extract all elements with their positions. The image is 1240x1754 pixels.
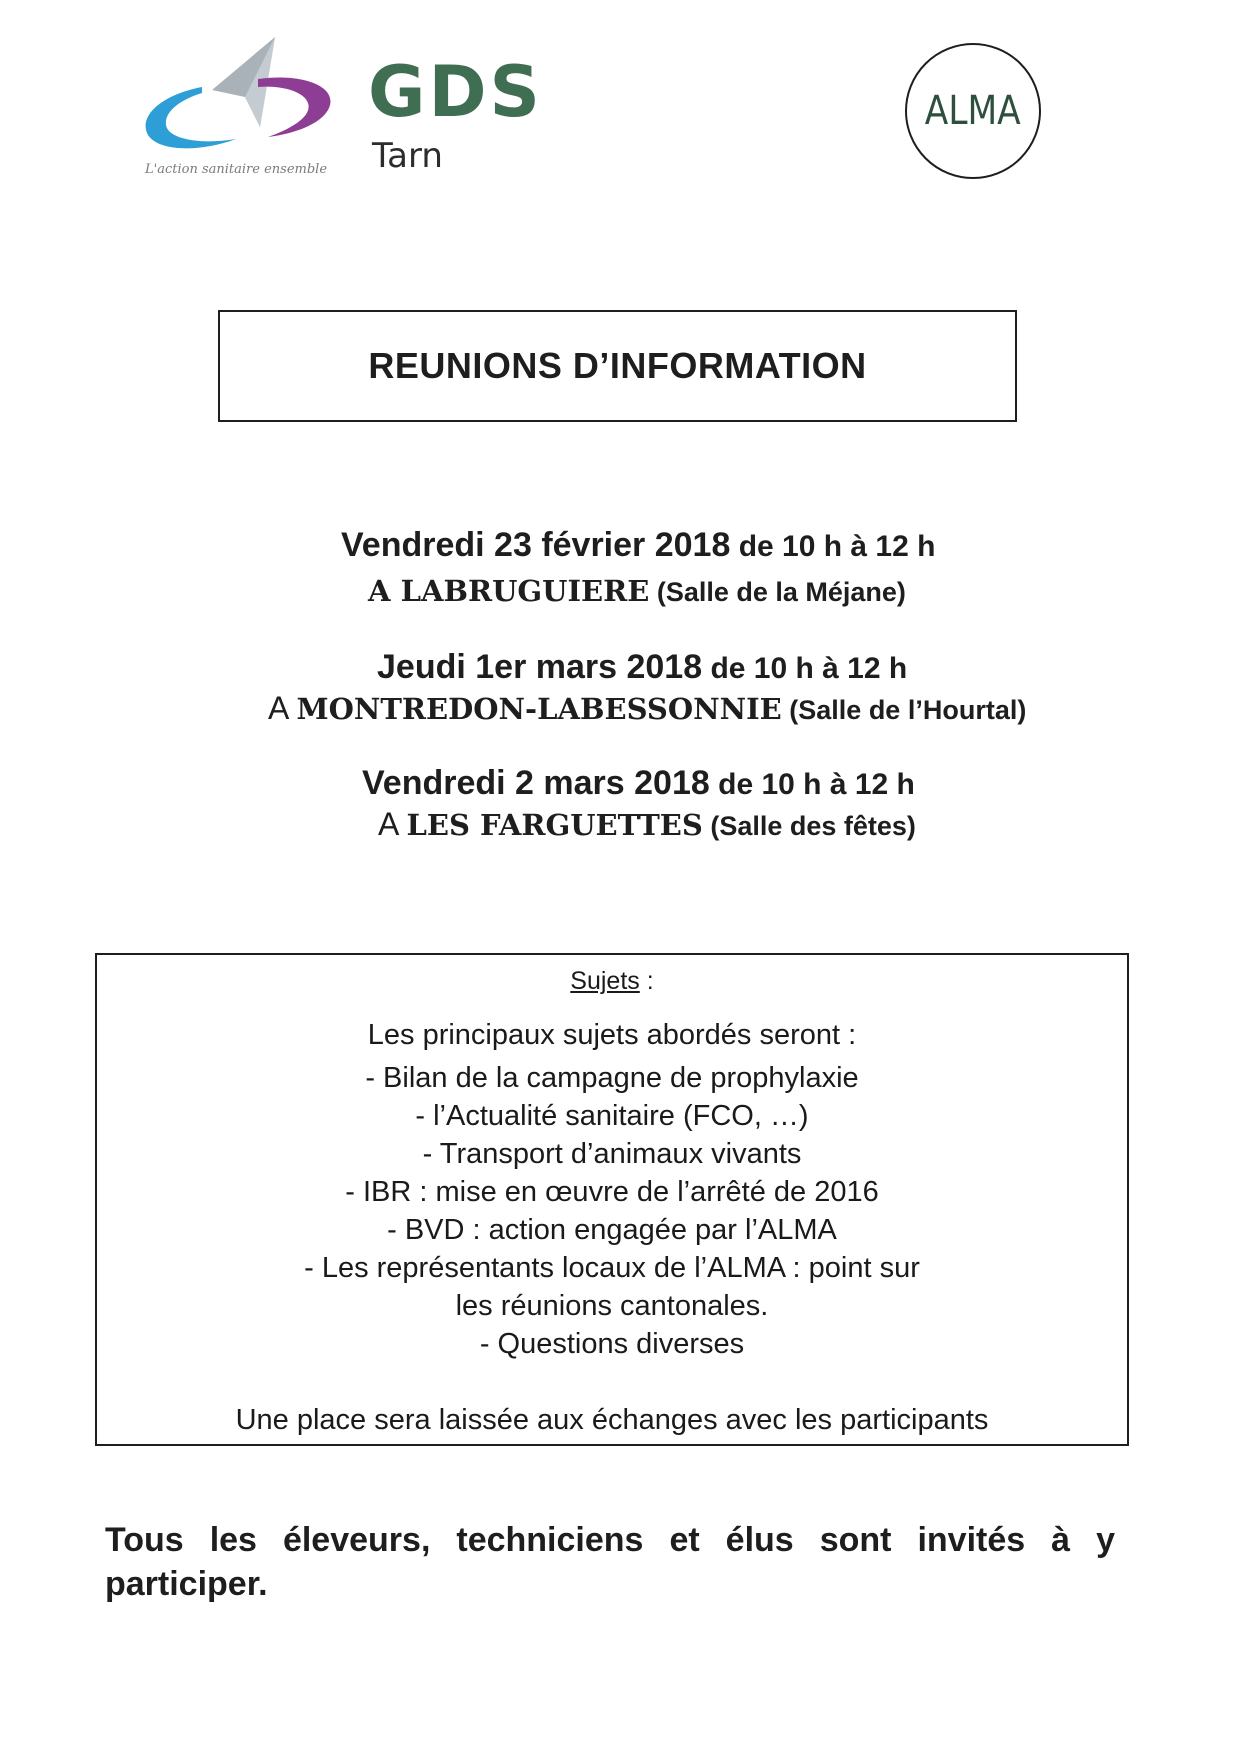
meeting-1-venue: (Salle de la Méjane) [649,577,906,607]
subjects-heading [97,969,1127,994]
meeting-3-town: LES FARGUETTES [406,808,703,842]
meeting-2-venue: (Salle de l’Hourtal) [781,695,1027,725]
meeting-3-venue: (Salle des fêtes) [702,811,916,841]
subject-item: - Bilan de la campagne de prophylaxie [365,1062,859,1094]
meeting-2-place [268,692,1026,724]
meeting-1-date [341,528,935,562]
meeting-2-time: de 10 h à 12 h [702,652,908,685]
meeting-3-date [362,766,915,800]
meeting-3-place [378,808,916,840]
subject-item: - Questions diverses [479,1328,745,1360]
subjects-box [95,953,1129,1446]
subject-item: - IBR : mise en œuvre de l’arrêté de 2016 [345,1176,879,1208]
subject-item: - l’Actualité sanitaire (FCO, …) [415,1100,809,1132]
alma-logo [905,43,1041,179]
meeting-1-town: A LABRUGUIERE [368,574,650,608]
meeting-2-prefix: A [268,690,297,726]
subject-item: les réunions cantonales. [455,1290,769,1322]
meeting-1-place [368,574,906,606]
page-title: REUNIONS D’INFORMATION [368,345,867,386]
subject-item: - BVD : action engagée par l’ALMA [387,1214,837,1246]
subjects-heading-label: Sujets [570,967,640,995]
gds-logo-name: GDS [368,51,543,133]
subjects-list [97,1059,1127,1363]
meeting-3-time: de 10 h à 12 h [709,768,915,801]
title-box [218,310,1017,422]
gds-swoosh-emblem-icon [140,35,340,155]
meeting-1-day: Vendredi 23 février 2018 [341,526,731,564]
subjects-intro: Les principaux sujets abordés seront : [367,1019,857,1051]
meeting-3-day: Vendredi 2 mars 2018 [362,764,710,802]
invitation-text: Tous les éleveurs, techniciens et élus sont invités à y participer. [105,1521,1115,1603]
subject-item: - Transport d’animaux vivants [422,1138,802,1170]
gds-tarn-logo [140,35,580,185]
meeting-1-time: de 10 h à 12 h [730,530,936,563]
gds-logo-region: Tarn [372,136,443,176]
meeting-2-town: MONTREDON-LABESSONNIE [296,692,782,726]
meeting-3-prefix: A [378,806,407,842]
alma-logo-text: ALMA [925,88,1021,134]
subject-item: - Les représentants locaux de l’ALMA : point sur [304,1252,920,1284]
meeting-2-day: Jeudi 1er mars 2018 [377,648,703,686]
subjects-footer: Une place sera laissée aux échanges avec les participants [235,1404,989,1436]
gds-logo-tagline: L'action sanitaire ensemble [145,162,328,177]
subjects-heading-colon: : [639,967,654,995]
meeting-2-date [377,650,907,684]
